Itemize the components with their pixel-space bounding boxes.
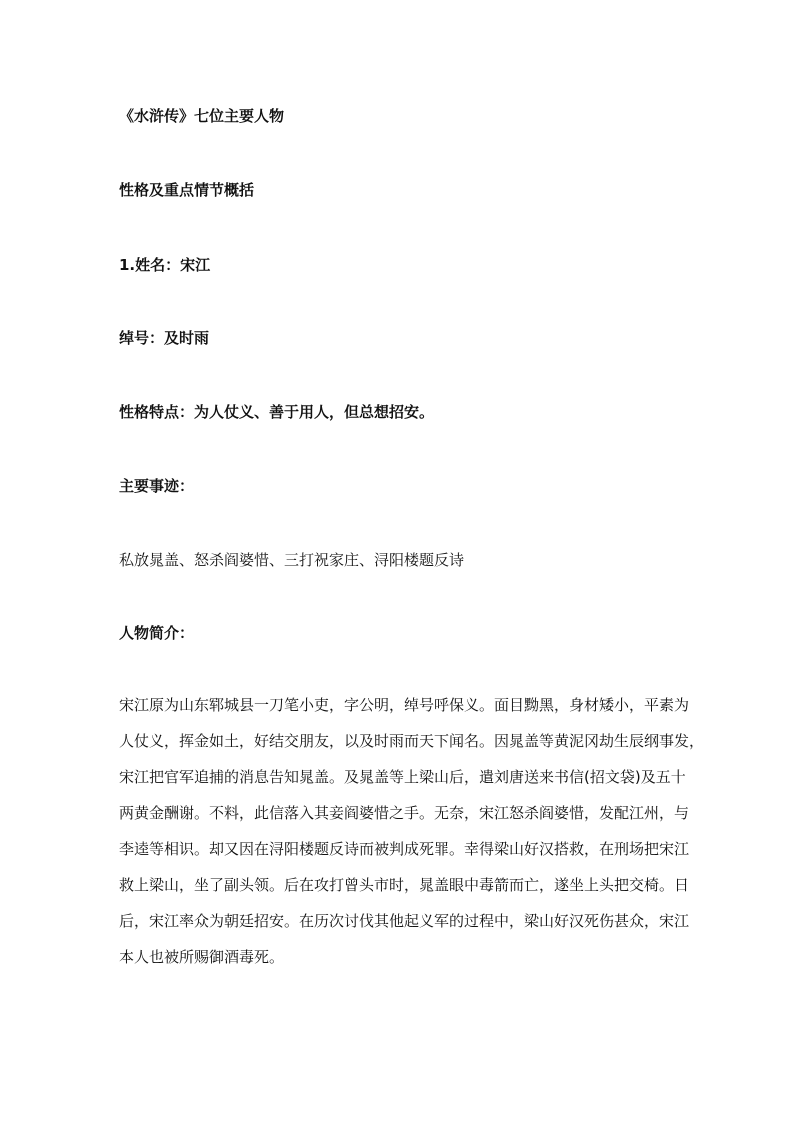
intro-line: 李逵等相识。却又因在浔阳楼题反诗而被判成死罪。幸得梁山好汉搭救，在刑场把宋江 <box>119 840 690 858</box>
intro-line: 人仗义，挥金如土，好结交朋友，以及时雨而天下闻名。因晁盖等黄泥冈劫生辰纲事发， <box>119 732 705 750</box>
deeds-heading: 主要事迹： <box>119 477 195 495</box>
intro-line: 宋江把官军追捕的消息告知晁盖。及晁盖等上梁山后，遣刘唐送来书信(招文袋)及五十 <box>119 768 686 786</box>
character-name: 1.姓名：宋江 <box>119 256 211 274</box>
intro-line: 本人也被所赐御酒毒死。 <box>119 948 285 966</box>
character-nickname: 绰号：及时雨 <box>119 329 210 347</box>
document-title: 《水浒传》七位主要人物 <box>119 107 285 125</box>
intro-paragraph <box>119 687 705 975</box>
intro-heading: 人物简介： <box>119 624 195 642</box>
intro-line: 两黄金酬谢。不料，此信落入其妾阎婆惜之手。无奈，宋江怒杀阎婆惜，发配江州，与 <box>119 804 690 822</box>
intro-line: 救上梁山，坐了副头领。后在攻打曾头市时，晁盖眼中毒箭而亡，遂坐上头把交椅。日 <box>119 876 690 894</box>
document-subtitle: 性格及重点情节概括 <box>119 181 255 199</box>
intro-line: 宋江原为山东郓城县一刀笔小吏，字公明，绰号呼保义。面目黝黑，身材矮小，平素为 <box>119 696 690 714</box>
deeds-text: 私放晁盖、怒杀阎婆惜、三打祝家庄、浔阳楼题反诗 <box>119 551 465 569</box>
intro-line: 后，宋江率众为朝廷招安。在历次讨伐其他起义军的过程中，梁山好汉死伤甚众，宋江 <box>119 912 690 930</box>
character-personality: 性格特点：为人仗义、善于用人，但总想招安。 <box>119 403 435 421</box>
